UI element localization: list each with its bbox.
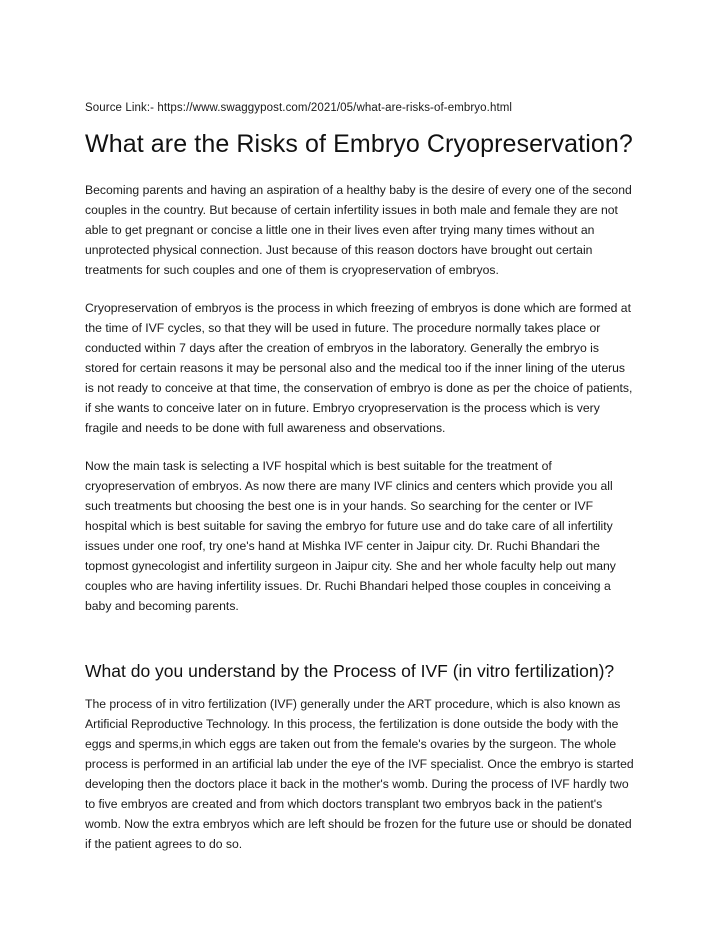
section-heading-ivf-process: What do you understand by the Process of IVF (in vitro fertilization)? xyxy=(85,661,615,681)
body-paragraph-2: Cryopreservation of embryos is the process in which freezing of embryos is done which are formed at the time of IVF cycles, so that they will be used in future. The procedure normally takes place or conducted within 7 days after the creation of embryos in the laboratory. Generally the embryo is stored for certain reasons it may be personal also and the medical too if the inner lining of the uterus is not ready to conceive at that time, the conservation of embryo is done as per the choice of patients, if she wants to conceive later on in future. Embryo cryopreservation is the process which is very fragile and needs to be done with full awareness and observations. xyxy=(85,301,633,435)
page-title: What are the Risks of Embryo Cryopreservation? xyxy=(85,130,633,158)
body-paragraph-1: Becoming parents and having an aspiration of a healthy baby is the desire of every one of the second couples in the country. But because of certain infertility issues in both male and female they are not able to get pregnant or concise a little one in their lives even after trying many times without an unprotected physical connection. Just because of this reason doctors have brought out certain treatments for such couples and one of them is cryopreservation of embryos. xyxy=(85,183,632,277)
source-link: Source Link:- https://www.swaggypost.com/2021/05/what-are-risks-of-embryo.html xyxy=(85,102,513,114)
body-paragraph-3: Now the main task is selecting a IVF hospital which is best suitable for the treatment of cryopreservation of embryos. As now there are many IVF clinics and centers which provide you all such treatments but choosing the best one is in your hands. So searching for the center or IVF hospital which is best suitable for saving the embryo for future use and do take care of all infertility issues under one roof, try one's hand at Mishka IVF center in Jaipur city. Dr. Ruchi Bhandari the topmost gynecologist and infertility surgeon in Jaipur city. She and her whole faculty help out many couples who are having infertility issues. Dr. Ruchi Bhandari helped those couples in conceiving a baby and becoming parents. xyxy=(85,459,616,613)
section-paragraph-ivf-process: The process of in vitro fertilization (IVF) generally under the ART procedure, which is also known as Artificial Reproductive Technology. In this process, the fertilization is done outside the body with the eggs and sperms,in which eggs are taken out from the female's ovaries by the surgeon. The whole process is performed in an artificial lab under the eye of the IVF specialist. Once the embryo is started developing then the doctors place it back in the mother's womb. During the process of IVF hardly two to five embryos are created and from which doctors transplant two embryos back in the patient's womb. Now the extra embryos which are left should be frozen for the future use or should be donated if the patient agrees to do so. xyxy=(85,697,634,851)
